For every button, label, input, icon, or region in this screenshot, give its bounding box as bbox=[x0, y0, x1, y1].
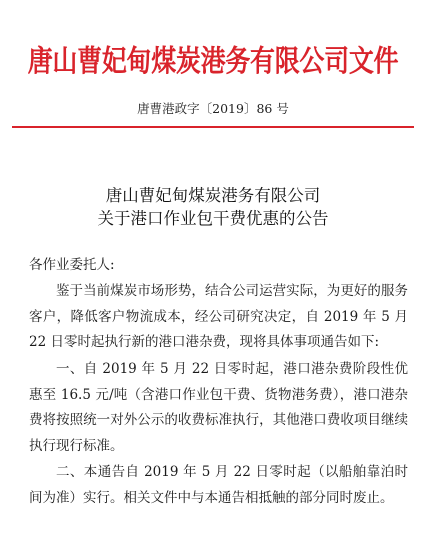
notice-title-line2: 关于港口作业包干费优惠的公告 bbox=[97, 209, 329, 228]
body-paragraph-item-2: 二、本通告自 2019 年 5 月 22 日零时起（以船舶靠泊时间为准）实行。相关文件中与本通告相抵触的部分同时废止。 bbox=[29, 464, 408, 506]
salutation: 各作业委托人: bbox=[29, 257, 115, 273]
document-number: 唐曹港政字〔2019〕86 号 bbox=[137, 101, 289, 116]
body-paragraph-intro: 鉴于当前煤炭市场形势，结合公司运营实际，为更好的服务客户，降低客户物流成本，经公司研究决定，自 2019 年 5 月 22 日零时起执行新的港口港杂费，现将具体事项通告如下: bbox=[29, 283, 408, 350]
letterhead-title: 唐山曹妃甸煤炭港务有限公司文件 bbox=[27, 43, 399, 79]
body-paragraph-item-1: 一、自 2019 年 5 月 22 日零时起，港口港杂费阶段性优惠至 16.5 元/吨（含港口作业包干费、货物港务费），港口港杂费将按照统一对外公示的收费标准执行，其他港口费收项目继续执行现行标准。 bbox=[29, 361, 408, 454]
red-divider-line bbox=[12, 126, 414, 128]
notice-title-line1: 唐山曹妃甸煤炭港务有限公司 bbox=[105, 186, 321, 205]
